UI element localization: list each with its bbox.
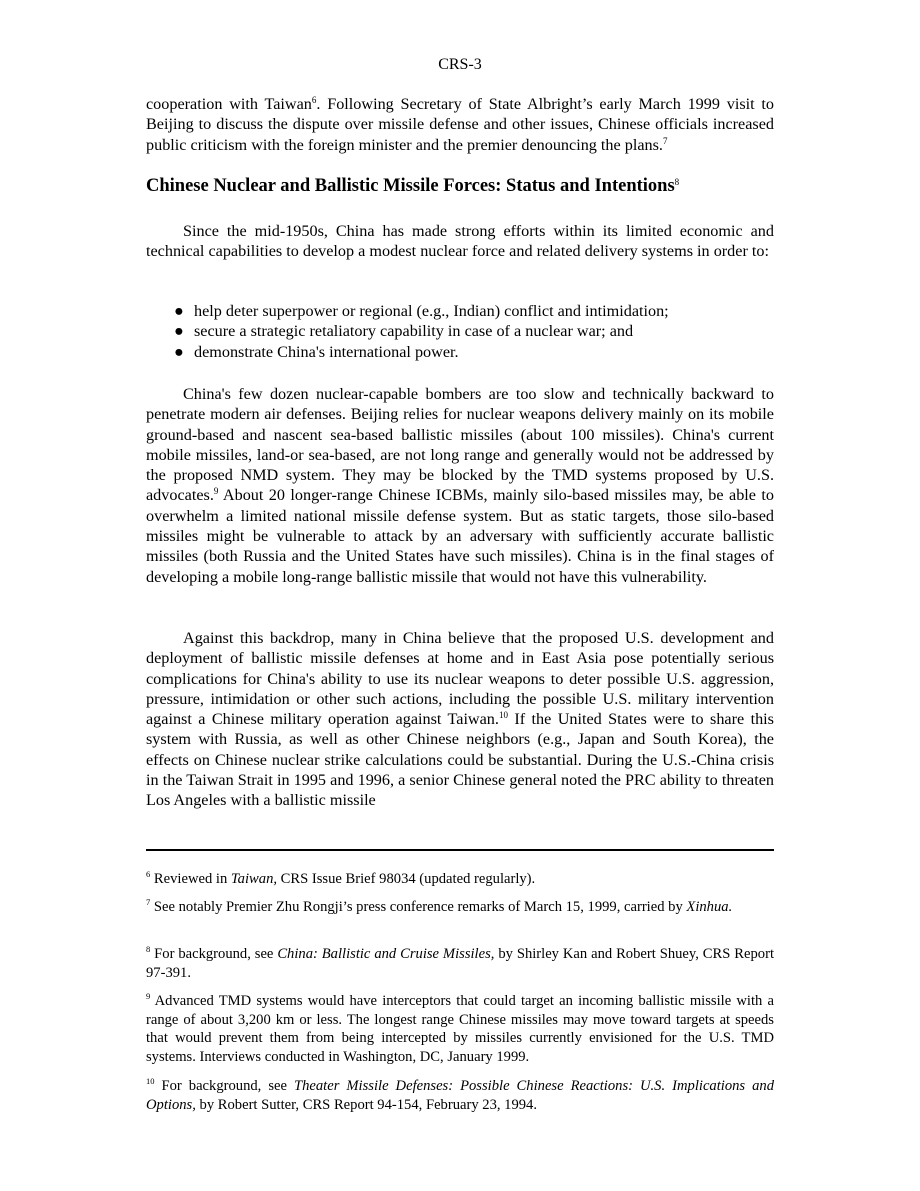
bullet-item: [174, 342, 774, 362]
footnote-ref-7[interactable]: 7: [662, 135, 668, 146]
paragraph-1-text-b: . Following Secretary of State Albright’s early March 1999 visit to Beijing to discuss the dispute over missile defense and other issues, Chinese officials increased public criticism with the foreign minister and the premier denouncing the plans.: [146, 95, 774, 154]
footnote-9: [146, 992, 774, 1066]
footnote-ref-8[interactable]: 8: [674, 177, 680, 187]
footnote-8: [146, 945, 774, 982]
footnote-text: Advanced TMD systems would have interceptors that could target an incoming ballistic missile with a range of about 3,200 km or less. The longest range Chinese missiles may move toward targets at speeds that would prevent them from being intercepted by missiles currently envisioned for the U.S. TMD systems. Interviews conducted in Washington, DC, January 1999.: [146, 993, 774, 1065]
footnote-10: [146, 1077, 774, 1114]
bullet-text: demonstrate China's international power.: [194, 342, 459, 361]
paragraph-4: [146, 628, 774, 811]
footnote-text: See notably Premier Zhu Rongji’s press conference remarks of March 15, 1999, carried by: [150, 899, 687, 915]
footnote-ref-10[interactable]: 10: [498, 710, 508, 721]
footnote-text: For background, see: [150, 946, 278, 962]
footnote-divider: [146, 849, 774, 851]
paragraph-1-text-a: cooperation with Taiwan: [146, 95, 312, 113]
footnote-6: [146, 870, 774, 889]
bullet-icon: ●: [174, 302, 184, 320]
bullet-item: [174, 301, 774, 321]
section-heading: [146, 176, 806, 197]
bullet-list: [174, 301, 774, 362]
page-header: CRS-3: [438, 56, 482, 73]
footnote-title: China: Ballistic and Cruise Missiles,: [277, 946, 495, 962]
bullet-text: secure a strategic retaliatory capability in case of a nuclear war; and: [194, 322, 634, 341]
footnote-number: 7: [146, 897, 151, 907]
bullet-text: help deter superpower or regional (e.g., Indian) conflict and intimidation;: [194, 302, 669, 320]
paragraph-3: [146, 384, 774, 587]
footnote-number: 8: [146, 944, 151, 954]
paragraph-3-text-b: About 20 longer-range Chinese ICBMs, mainly silo-based missiles may, be able to overwhelm a limited national missile defense system. But as static targets, those silo-based missiles might be vulnerable to attack by an adversary with sufficiently accurate ballistic missiles (both Russia and the United States have such missiles). China is in the final stages of developing a mobile long-range ballistic missile that would not have this vulnerability.: [146, 486, 774, 586]
footnote-text: CRS Issue Brief 98034 (updated regularly).: [277, 871, 536, 887]
paragraph-2: Since the mid-1950s, China has made strong efforts within its limited economic and technical capabilities to develop a modest nuclear force and related delivery systems in order to:: [146, 222, 774, 261]
footnote-ref-9[interactable]: 9: [213, 486, 219, 497]
footnote-ref-6[interactable]: 6: [311, 95, 317, 105]
footnote-text: by Shirley Kan and Robert Shuey, CRS Report 97-391.: [146, 946, 774, 981]
footnote-number: 6: [146, 869, 151, 879]
footnote-text: Reviewed in: [150, 871, 231, 887]
footnote-number: 9: [146, 991, 151, 1001]
paragraph-3-text-a: China's few dozen nuclear-capable bombers are too slow and technically backward to penetrate modern air defenses. Beijing relies for nuclear weapons delivery mainly on its mobile ground-based and nascent sea-based ballistic missiles (about 100 missiles). China's current mobile missiles, land-or sea-based, are not long range and generally would not be addressed by the proposed NMD system. They may be blocked by the TMD systems proposed by U.S. advocates.: [146, 385, 774, 505]
footnote-title: Xinhua.: [686, 899, 733, 915]
bullet-icon: ●: [174, 342, 184, 361]
footnote-number: 10: [146, 1076, 155, 1086]
footnote-text: For background, see: [154, 1078, 294, 1094]
paragraph-4-text-a: Against this backdrop, many in China believe that the proposed U.S. development and deployment of ballistic missile defenses at home and in East Asia pose potentially serious complications for China's ability to use its nuclear weapons to deter possible U.S. aggression, pressure, intimidation or other such actions, including the possible U.S. military intervention against a Chinese military operation against Taiwan.: [146, 629, 774, 729]
bullet-icon: ●: [174, 322, 184, 341]
footnote-text: by Robert Sutter, CRS Report 94-154, February 23, 1994.: [195, 1096, 538, 1113]
section-heading-text: Chinese Nuclear and Ballistic Missile Forces: Status and Intentions: [146, 176, 675, 196]
footnote-title: Taiwan,: [230, 871, 278, 887]
footnote-title: Theater Missile Defenses: Possible Chinese Reactions: U.S. Implications and Options,: [146, 1078, 774, 1113]
paragraph-1: [146, 94, 774, 155]
bullet-item: [174, 321, 774, 341]
paragraph-4-text-b: If the United States were to share this system with Russia, as well as other Chinese neighbors (e.g., Japan and South Korea), the effects on Chinese nuclear strike calculations could be substantial. During the U.S.-China crisis in the Taiwan Strait in 1995 and 1996, a senior Chinese general noted the PRC ability to threaten Los Angeles with a ballistic missile: [146, 710, 774, 810]
footnote-7: [146, 898, 774, 917]
